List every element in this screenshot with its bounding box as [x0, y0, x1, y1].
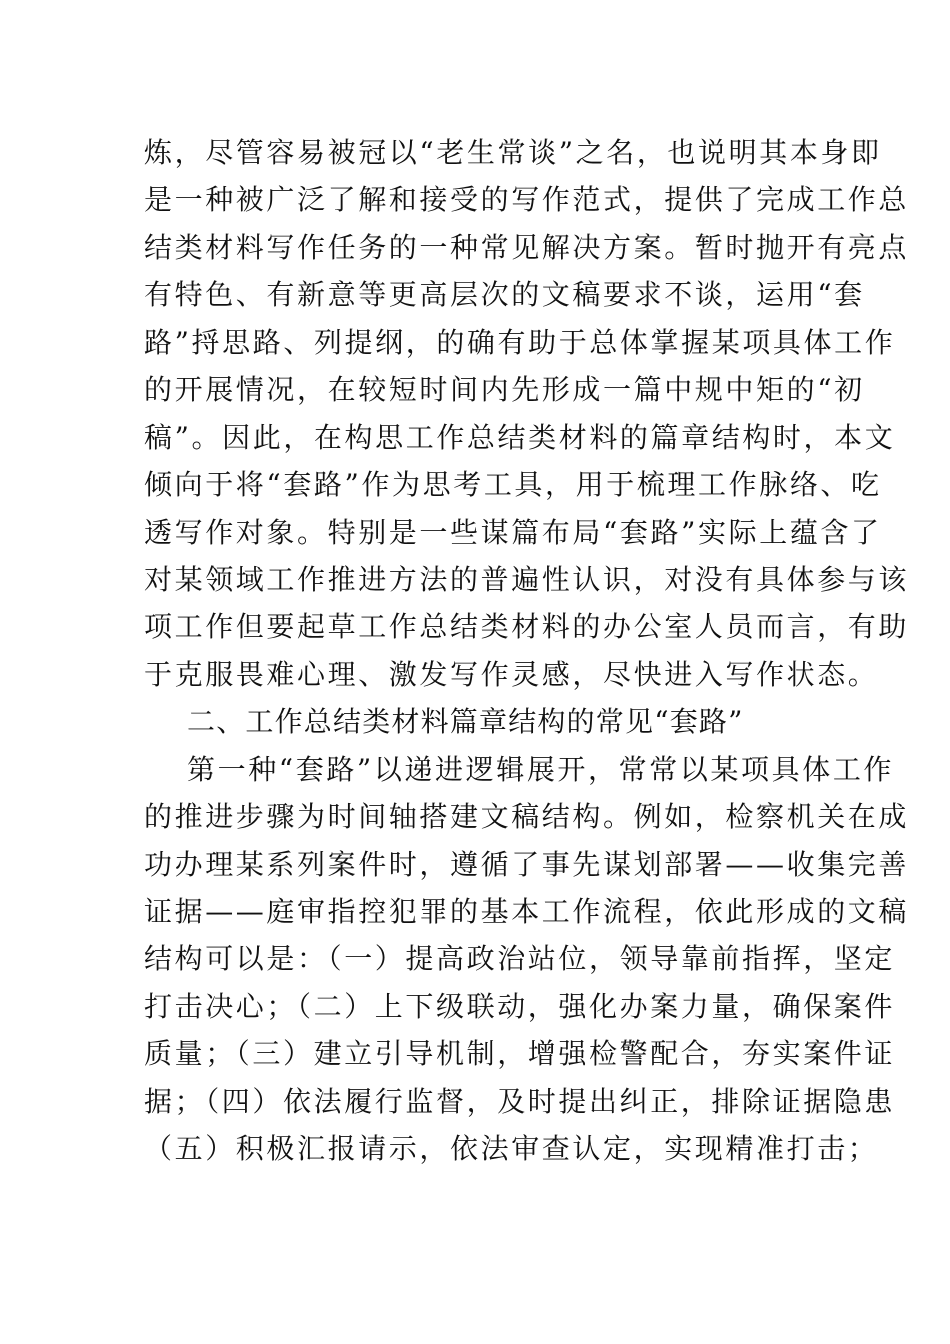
- text-line: 功办理某系列案件时，遵循了事先谋划部署——收集完善: [144, 847, 910, 881]
- text-line: 第一种“套路”以递进逻辑展开，常常以某项具体工作: [187, 752, 895, 786]
- text-line: 是一种被广泛了解和接受的写作范式，提供了完成工作总: [144, 183, 910, 217]
- text-line: （五）积极汇报请示，依法审查认定，实现精准打击；: [144, 1132, 879, 1166]
- text-line: 炼，尽管容易被冠以“老生常谈”之名，也说明其本身即: [144, 136, 882, 169]
- text-line: 打击决心；（二）上下级联动，强化办案力量，确保案件: [144, 989, 896, 1023]
- text-line: 路”捋思路、列提纲，的确有助于总体掌握某项具体工作: [144, 325, 896, 359]
- text-line: 有特色、有新意等更高层次的文稿要求不谈，运用“套: [144, 278, 865, 312]
- text-line: 的开展情况，在较短时间内先形成一篇中规中矩的“初: [144, 373, 865, 407]
- text-line: 结构可以是：（一）提高政治站位，领导靠前指挥，坚定: [144, 942, 896, 976]
- text-line: 项工作但要起草工作总结类材料的办公室人员而言，有助: [144, 610, 910, 644]
- text-line: 于克服畏难心理、激发写作灵感，尽快进入写作状态。: [144, 657, 879, 691]
- text-line: 稿”。因此，在构思工作总结类材料的篇章结构时，本文: [144, 420, 896, 454]
- text-line: 结类材料写作任务的一种常见解决方案。暂时抛开有亮点: [144, 230, 910, 264]
- text-line: 的推进步骤为时间轴搭建文稿结构。例如，检察机关在成: [144, 800, 910, 834]
- document-body: [144, 129, 910, 1173]
- text-line: 倾向于将“套路”作为思考工具，用于梳理工作脉络、吃: [144, 468, 882, 502]
- section-heading: 二、工作总结类材料篇章结构的常见“套路”: [187, 705, 744, 739]
- text-line: 证据——庭审指控犯罪的基本工作流程，依此形成的文稿: [144, 895, 910, 928]
- text-line: 据；（四）依法履行监督，及时提出纠正，排除证据隐患: [144, 1084, 896, 1118]
- text-line: 质量；（三）建立引导机制，增强检警配合，夯实案件证: [144, 1037, 896, 1071]
- text-line: 透写作对象。特别是一些谋篇布局“套路”实际上蕴含了: [144, 515, 882, 549]
- text-line: 对某领域工作推进方法的普遍性认识，对没有具体参与该: [144, 562, 910, 596]
